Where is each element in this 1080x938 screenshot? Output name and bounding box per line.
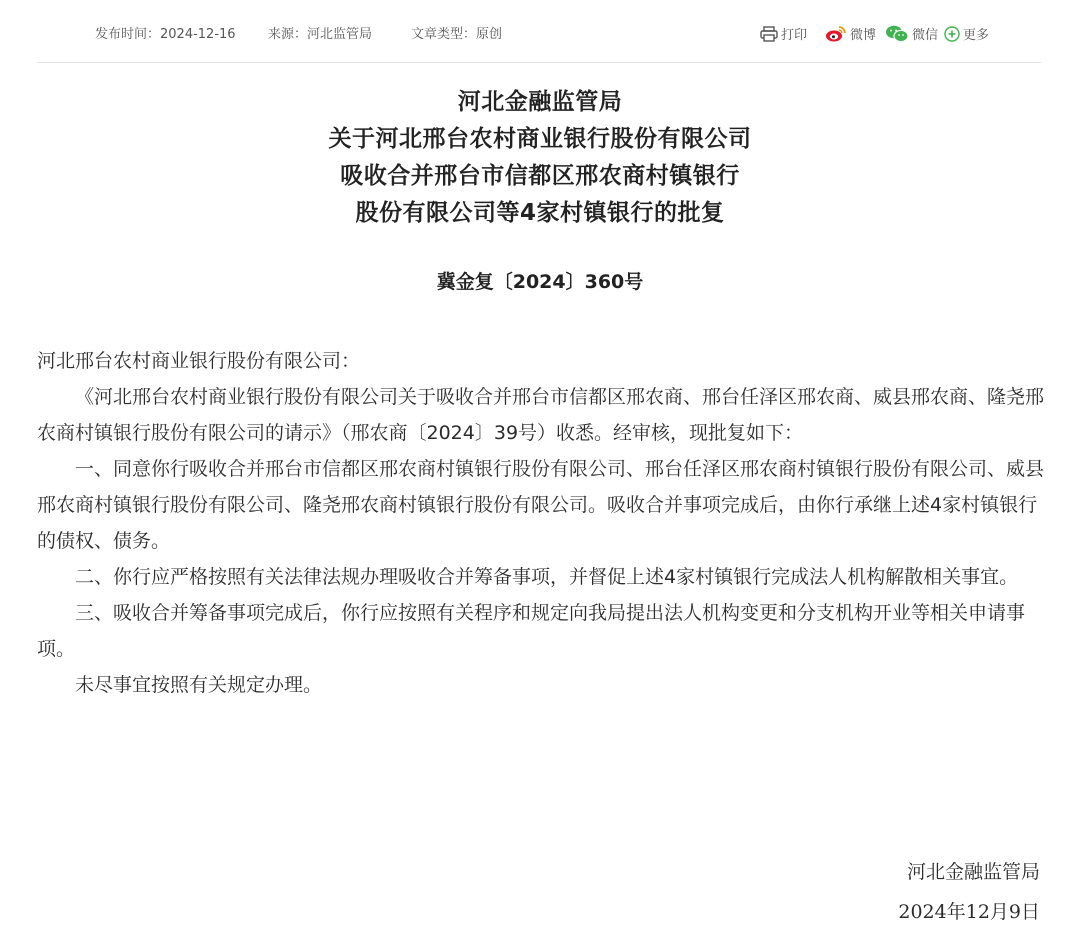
document-body (37, 343, 1045, 703)
title-line: 吸收合并邢台市信都区邢农商村镇银行 (340, 163, 740, 189)
publish-time: 发布时间：2024-12-16 (95, 27, 236, 42)
title-line: 河北金融监管局 (457, 89, 623, 115)
weibo-share-button[interactable] (825, 24, 876, 43)
signature-issuer: 河北金融监管局 (906, 861, 1040, 883)
plus-circle-icon (944, 26, 960, 42)
more-label: 更多 (963, 28, 990, 43)
document-number: 冀金复〔2024〕360号 (436, 271, 644, 293)
more-share-button[interactable] (944, 24, 989, 43)
wechat-icon (885, 25, 909, 43)
source: 来源：河北监管局 (268, 27, 373, 42)
signature-date: 2024年12月9日 (898, 901, 1040, 923)
body-paragraph: 未尽事宜按照有关规定办理。 (75, 674, 323, 696)
title-line: 关于河北邢台农村商业银行股份有限公司 (328, 126, 752, 152)
print-button[interactable] (760, 24, 807, 43)
title-line: 股份有限公司等4家村镇银行的批复 (355, 200, 725, 226)
body-paragraph: 一、同意你行吸收合并邢台市信都区邢农商村镇银行股份有限公司、邢台任泽区邢农商村镇银行股份有限公司、威县邢农商村镇银行股份有限公司、隆尧邢农商村镇银行股份有限公司。吸收合并事项完成后，由你行承继上述4家村镇银行的债权、债务。 (37, 458, 1045, 552)
addressee: 河北邢台农村商业银行股份有限公司： (37, 350, 361, 372)
weibo-label: 微博 (850, 28, 877, 43)
weibo-icon (825, 25, 847, 43)
wechat-label: 微信 (912, 28, 939, 43)
printer-icon (760, 26, 778, 42)
print-label: 打印 (781, 28, 808, 43)
wechat-share-button[interactable] (885, 24, 938, 43)
article-type: 文章类型：原创 (411, 27, 503, 42)
body-paragraph: 三、吸收合并筹备事项完成后，你行应按照有关程序和规定向我局提出法人机构变更和分支机构开业等相关申请事项。 (37, 602, 1026, 660)
article-meta-bar (37, 0, 1041, 63)
document-title (0, 84, 1080, 232)
body-paragraph: 《河北邢台农村商业银行股份有限公司关于吸收合并邢台市信都区邢农商、邢台任泽区邢农商、威县邢农商、隆尧邢农商村镇银行股份有限公司的请示》（邢农商〔2024〕39号）收悉。经审核，现批复如下： (37, 386, 1045, 444)
body-paragraph: 二、你行应严格按照有关法律法规办理吸收合并筹备事项，并督促上述4家村镇银行完成法人机构解散相关事宜。 (75, 566, 1019, 588)
